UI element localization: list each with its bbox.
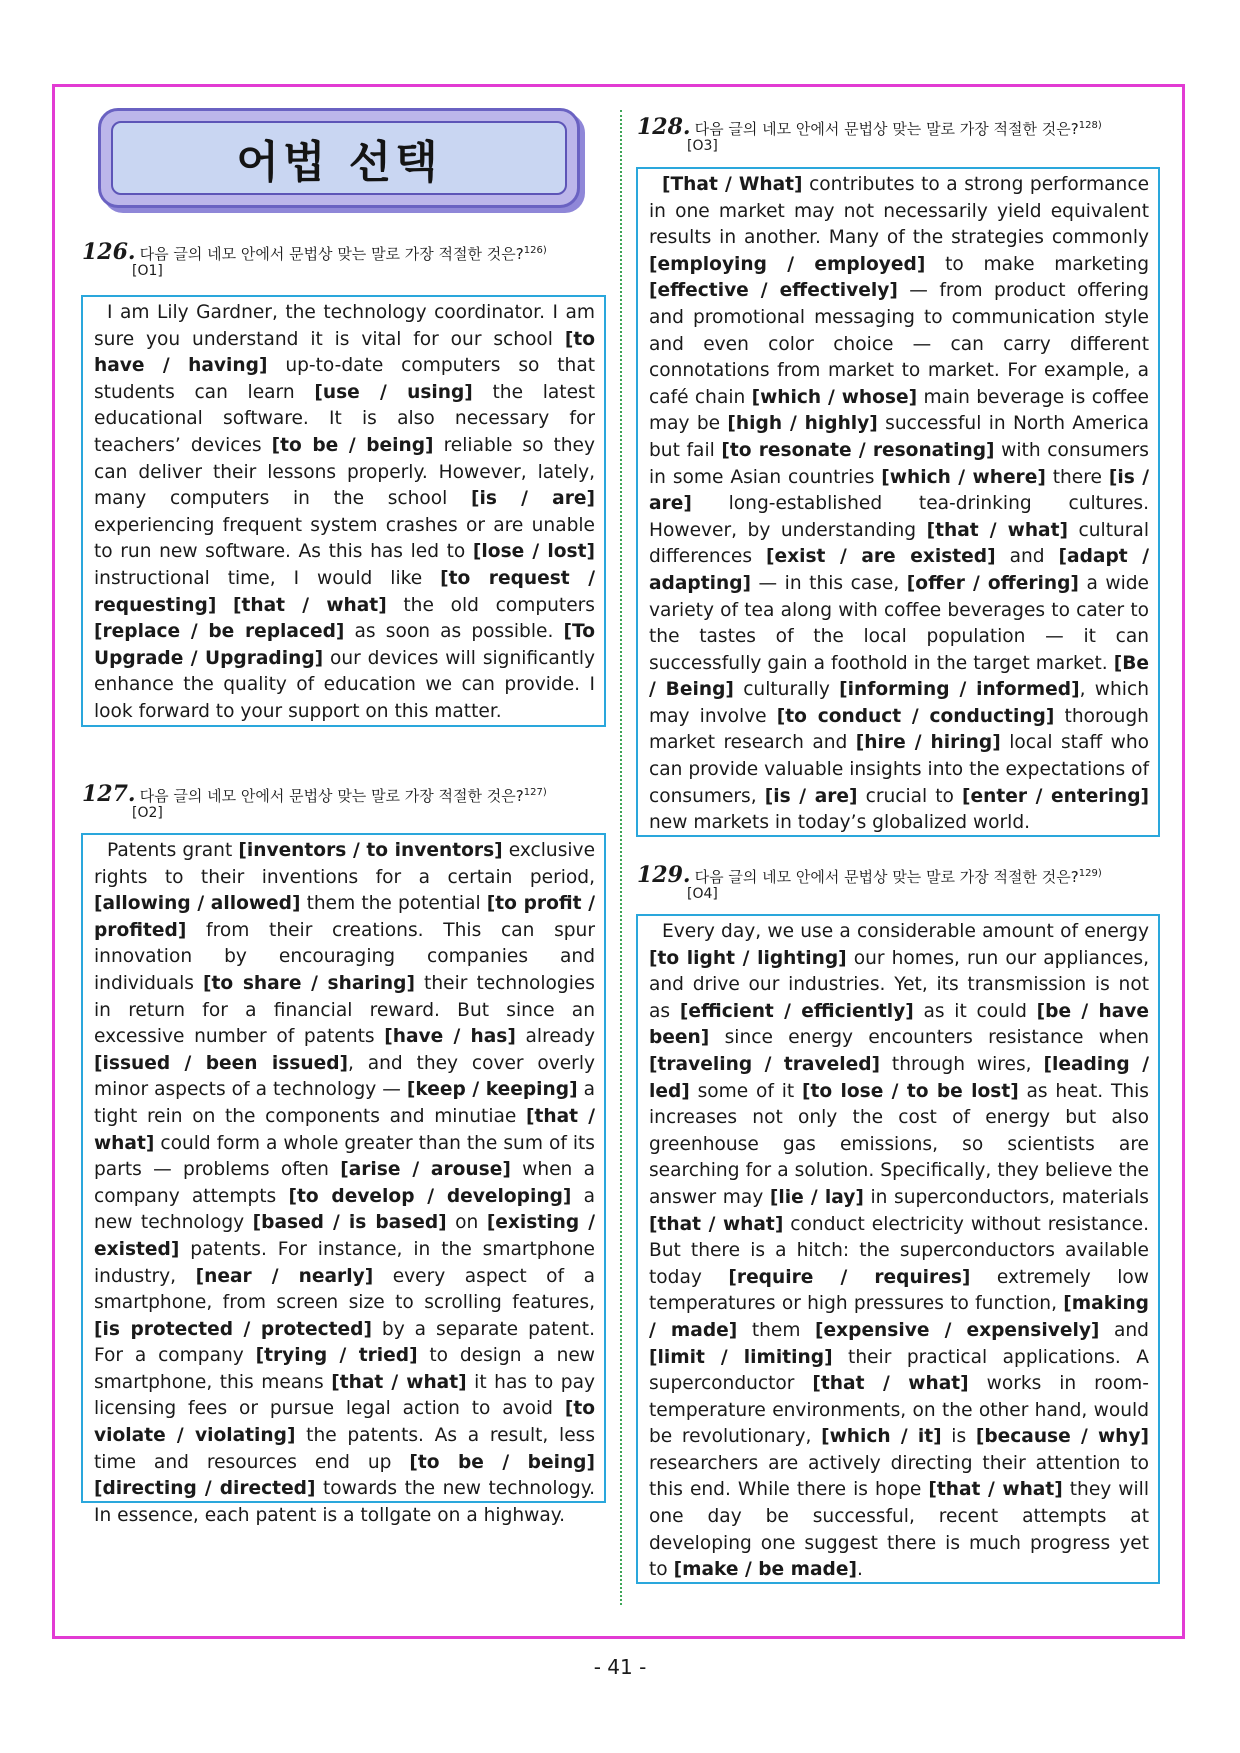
answer-choice: [to profit / profited]	[94, 893, 595, 941]
answer-choice: [is / are]	[649, 466, 1150, 515]
answer-choice: [offer / offering]	[906, 572, 1079, 594]
answer-choice: [limit / limiting]	[649, 1346, 833, 1368]
answer-choice: [efficient / efficiently]	[679, 1000, 914, 1022]
answer-choice: [to develop / developing]	[288, 1185, 572, 1207]
page-number: - 41 -	[593, 1655, 647, 1679]
answer-choice: [that / what]	[649, 1213, 784, 1235]
answer-choice: [that / what]	[233, 594, 387, 616]
column-divider	[620, 110, 622, 1605]
answer-choice: [which / whose]	[751, 386, 918, 408]
question-code: [O4]	[687, 886, 718, 902]
answer-choice: [employing / employed]	[649, 253, 926, 275]
answer-choice: [based / is based]	[252, 1212, 447, 1234]
answer-choice: [to violate / violating]	[94, 1398, 595, 1447]
question-prompt: 다음 글의 네모 안에서 문법상 맞는 말로 가장 적절한 것은?	[694, 120, 1079, 138]
section-title-inner	[111, 121, 567, 195]
question-prompt: 다음 글의 네모 안에서 문법상 맞는 말로 가장 적절한 것은?	[139, 245, 524, 263]
answer-choice: [which / it]	[821, 1426, 942, 1448]
answer-choice: [informing / informed]	[839, 679, 1080, 701]
passage-box-126	[81, 295, 606, 727]
question-prompt: 다음 글의 네모 안에서 문법상 맞는 말로 가장 적절한 것은?	[694, 868, 1079, 886]
answer-choice: [is / are]	[471, 488, 595, 510]
question-number: 129.	[637, 862, 691, 888]
answer-choice: [making / made]	[649, 1293, 1149, 1341]
answer-choice: [that / what]	[331, 1371, 467, 1393]
answer-choice: [traveling / traveled]	[649, 1053, 881, 1075]
question-code: [O3]	[687, 138, 718, 154]
answer-choice: [have / has]	[384, 1026, 516, 1048]
question-code: [O1]	[132, 263, 163, 279]
answer-choice: [to request / requesting]	[94, 567, 595, 616]
answer-choice: [existing / existed]	[94, 1212, 595, 1260]
answer-choice: [which / where]	[881, 466, 1046, 488]
answer-choice: [adapt / adapting]	[649, 546, 1149, 594]
answer-choice: [leading / led]	[649, 1053, 1149, 1102]
answer-choice: [effective / effectively]	[649, 280, 898, 302]
question-number: 127.	[82, 781, 136, 807]
answer-choice: [keep / keeping]	[406, 1079, 578, 1101]
answer-choice: [that / what]	[94, 1105, 595, 1154]
answer-choice: [is protected / protected]	[94, 1318, 372, 1340]
answer-choice: [lie / lay]	[769, 1186, 864, 1208]
question-footnote: 127)	[523, 787, 547, 798]
passage-text: [That / What] contributes to a strong performance in one market may not necessarily yield equivalent results in another. Many of the strategies commonly [employing / employed] to make marketing [effective / effectively] — from product offering and promotional messaging to communication style and even color choice — can carry different connotations from market to market. For example, a café chain [which / whose] main beverage is coffee may be [high / highly] successful in North America but fail [to resonate / resonating] with consumers in some Asian countries [which / where] there [is / are] long-established tea-drinking cultures. However, by understanding [that / what] cultural differences [exist / are existed] and [adapt / adapting] — in this case, [offer / offering] a wide variety of tea along with coffee beverages to cater to the tastes of the local population — it can successfully gain a foothold in the target market. [Be / Being] culturally [informing / informed], which may involve [to conduct / conducting] thorough market research and [hire / hiring] local staff who can provide valuable insights into the expectations of consumers, [is / are] crucial to [enter / entering] new markets in today’s globalized world.	[649, 174, 1150, 834]
answer-choice: [that / what]	[928, 1479, 1063, 1501]
answer-choice: [That / What]	[662, 174, 803, 195]
answer-choice: [near / nearly]	[195, 1265, 374, 1287]
answer-choice: [replace / be replaced]	[94, 621, 345, 643]
question-128-header	[637, 114, 1177, 155]
answer-choice: [trying / tried]	[255, 1345, 418, 1367]
answer-choice: [allowing / allowed]	[94, 893, 301, 915]
question-number: 128.	[637, 114, 691, 140]
answer-choice: [require / requires]	[728, 1266, 971, 1288]
answer-choice: [lose / lost]	[472, 541, 595, 563]
question-prompt: 다음 글의 네모 안에서 문법상 맞는 말로 가장 적절한 것은?	[139, 787, 524, 805]
passage-text: Patents grant [inventors / to inventors] exclusive rights to their inventions for a certain period, [allowing / allowed] them the potential [to profit / profited] from their creations. This can spur innovation by encouraging companies and individuals [to share / sharing] their technologies in return for a financial reward. But since an excessive number of patents [have / has] already [issued / been issued], and they cover overly minor aspects of a technology — [keep / keeping] a tight rein on the components and minutiae [that / what] could form a whole greater than the sum of its parts — problems often [arise / arouse] when a company attempts [to develop / developing] a new technology [based / is based] on [existing / existed] patents. For instance, in the smartphone industry, [near / nearly] every aspect of a smartphone, from screen size to scrolling features, [is protected / protected] by a separate patent. For a company [trying / tried] to design a new smartphone, this means [that / what] it has to pay licensing fees or pursue legal action to avoid [to violate / violating] the patents. As a result, less time and resources end up [to be / being] [directing / directed] towards the new technology. In essence, each patent is a tollgate on a highway.	[94, 840, 596, 1526]
question-footnote: 128)	[1078, 120, 1102, 131]
answer-choice: [that / what]	[812, 1373, 969, 1395]
answer-choice: [be / have been]	[649, 1000, 1149, 1049]
question-footnote: 129)	[1078, 868, 1102, 879]
passage-box-129	[636, 914, 1160, 1584]
answer-choice: [To Upgrade / Upgrading]	[94, 621, 595, 669]
question-number: 126.	[82, 239, 136, 265]
answer-choice: [expensive / expensively]	[815, 1319, 1100, 1341]
section-title-banner	[98, 108, 580, 208]
answer-choice: [hire / hiring]	[855, 732, 1001, 754]
answer-choice: [is / are]	[764, 785, 858, 807]
answer-choice: [Be / Being]	[649, 652, 1149, 701]
answer-choice: [arise / arouse]	[340, 1159, 511, 1181]
question-129-header	[637, 862, 1177, 903]
answer-choice: [high / highly]	[727, 413, 878, 435]
answer-choice: [use / using]	[314, 381, 473, 403]
passage-text: Every day, we use a considerable amount of energy [to light / lighting] our homes, run our appliances, and drive our industries. Yet, its transmission is not as [efficient / efficiently] as it could [be / have been] since energy encounters resistance when [traveling / traveled] through wires, [leading / led] some of it [to lose / to be lost] as heat. This increases not only the cost of energy but also greenhouse gas emissions, so scientists are searching for a solution. Specifically, they believe the answer may [lie / lay] in superconductors, materials [that / what] conduct electricity without resistance. But there is a hitch: the superconductors available today [require / requires] extremely low temperatures or high pressures to function, [making / made] them [expensive / expensively] and [limit / limiting] their practical applications. A superconductor [that / what] works in room-temperature environments, on the other hand, would be revolutionary, [which / it] is [because / why] researchers are actively directing their attention to this end. While there is hope [that / what] they will one day be successful, recent attempts at developing one suggest there is much progress yet to [make / be made].	[649, 921, 1150, 1581]
answer-choice: [because / why]	[975, 1426, 1149, 1448]
answer-choice: [inventors / to inventors]	[238, 840, 503, 861]
answer-choice: [to light / lighting]	[649, 947, 847, 969]
passage-box-128	[636, 167, 1160, 837]
answer-choice: [to share / sharing]	[203, 972, 415, 994]
passage-box-127	[81, 833, 606, 1526]
passage-text: I am Lily Gardner, the technology coordinator. I am sure you understand it is vital for our school [to have / having] up-to-date computers so that students can learn [use / using] the latest educational software. It is also necessary for teachers’ devices [to be / being] reliable so they can deliver their lessons properly. However, lately, many computers in the school [is / are] experiencing frequent system crashes or are unable to run new software. As this has led to [lose / lost] instructional time, I would like [to request / requesting] [that / what] the old computers [replace / be replaced] as soon as possible. [To Upgrade / Upgrading] our devices will significantly enhance the quality of education we can provide. I look forward to your support on this matter.	[94, 302, 595, 722]
answer-choice: [to be / being]	[409, 1451, 595, 1473]
answer-choice: [directing / directed]	[94, 1478, 316, 1500]
question-code: [O2]	[132, 805, 163, 821]
answer-choice: [enter / entering]	[962, 785, 1149, 807]
answer-choice: [make / be made]	[673, 1559, 857, 1581]
question-footnote: 126)	[523, 245, 547, 256]
question-126-header	[82, 239, 612, 280]
answer-choice: [exist / are existed]	[766, 546, 996, 568]
answer-choice: [to have / having]	[94, 328, 595, 377]
answer-choice: [that / what]	[926, 519, 1068, 541]
answer-choice: [to lose / to be lost]	[801, 1080, 1019, 1102]
question-127-header	[82, 781, 612, 822]
answer-choice: [to be / being]	[271, 434, 434, 456]
answer-choice: [to conduct / conducting]	[776, 705, 1055, 727]
section-title: 어법 선택	[236, 137, 442, 188]
answer-choice: [to resonate / resonating]	[721, 439, 995, 461]
answer-choice: [issued / been issued]	[94, 1052, 349, 1074]
